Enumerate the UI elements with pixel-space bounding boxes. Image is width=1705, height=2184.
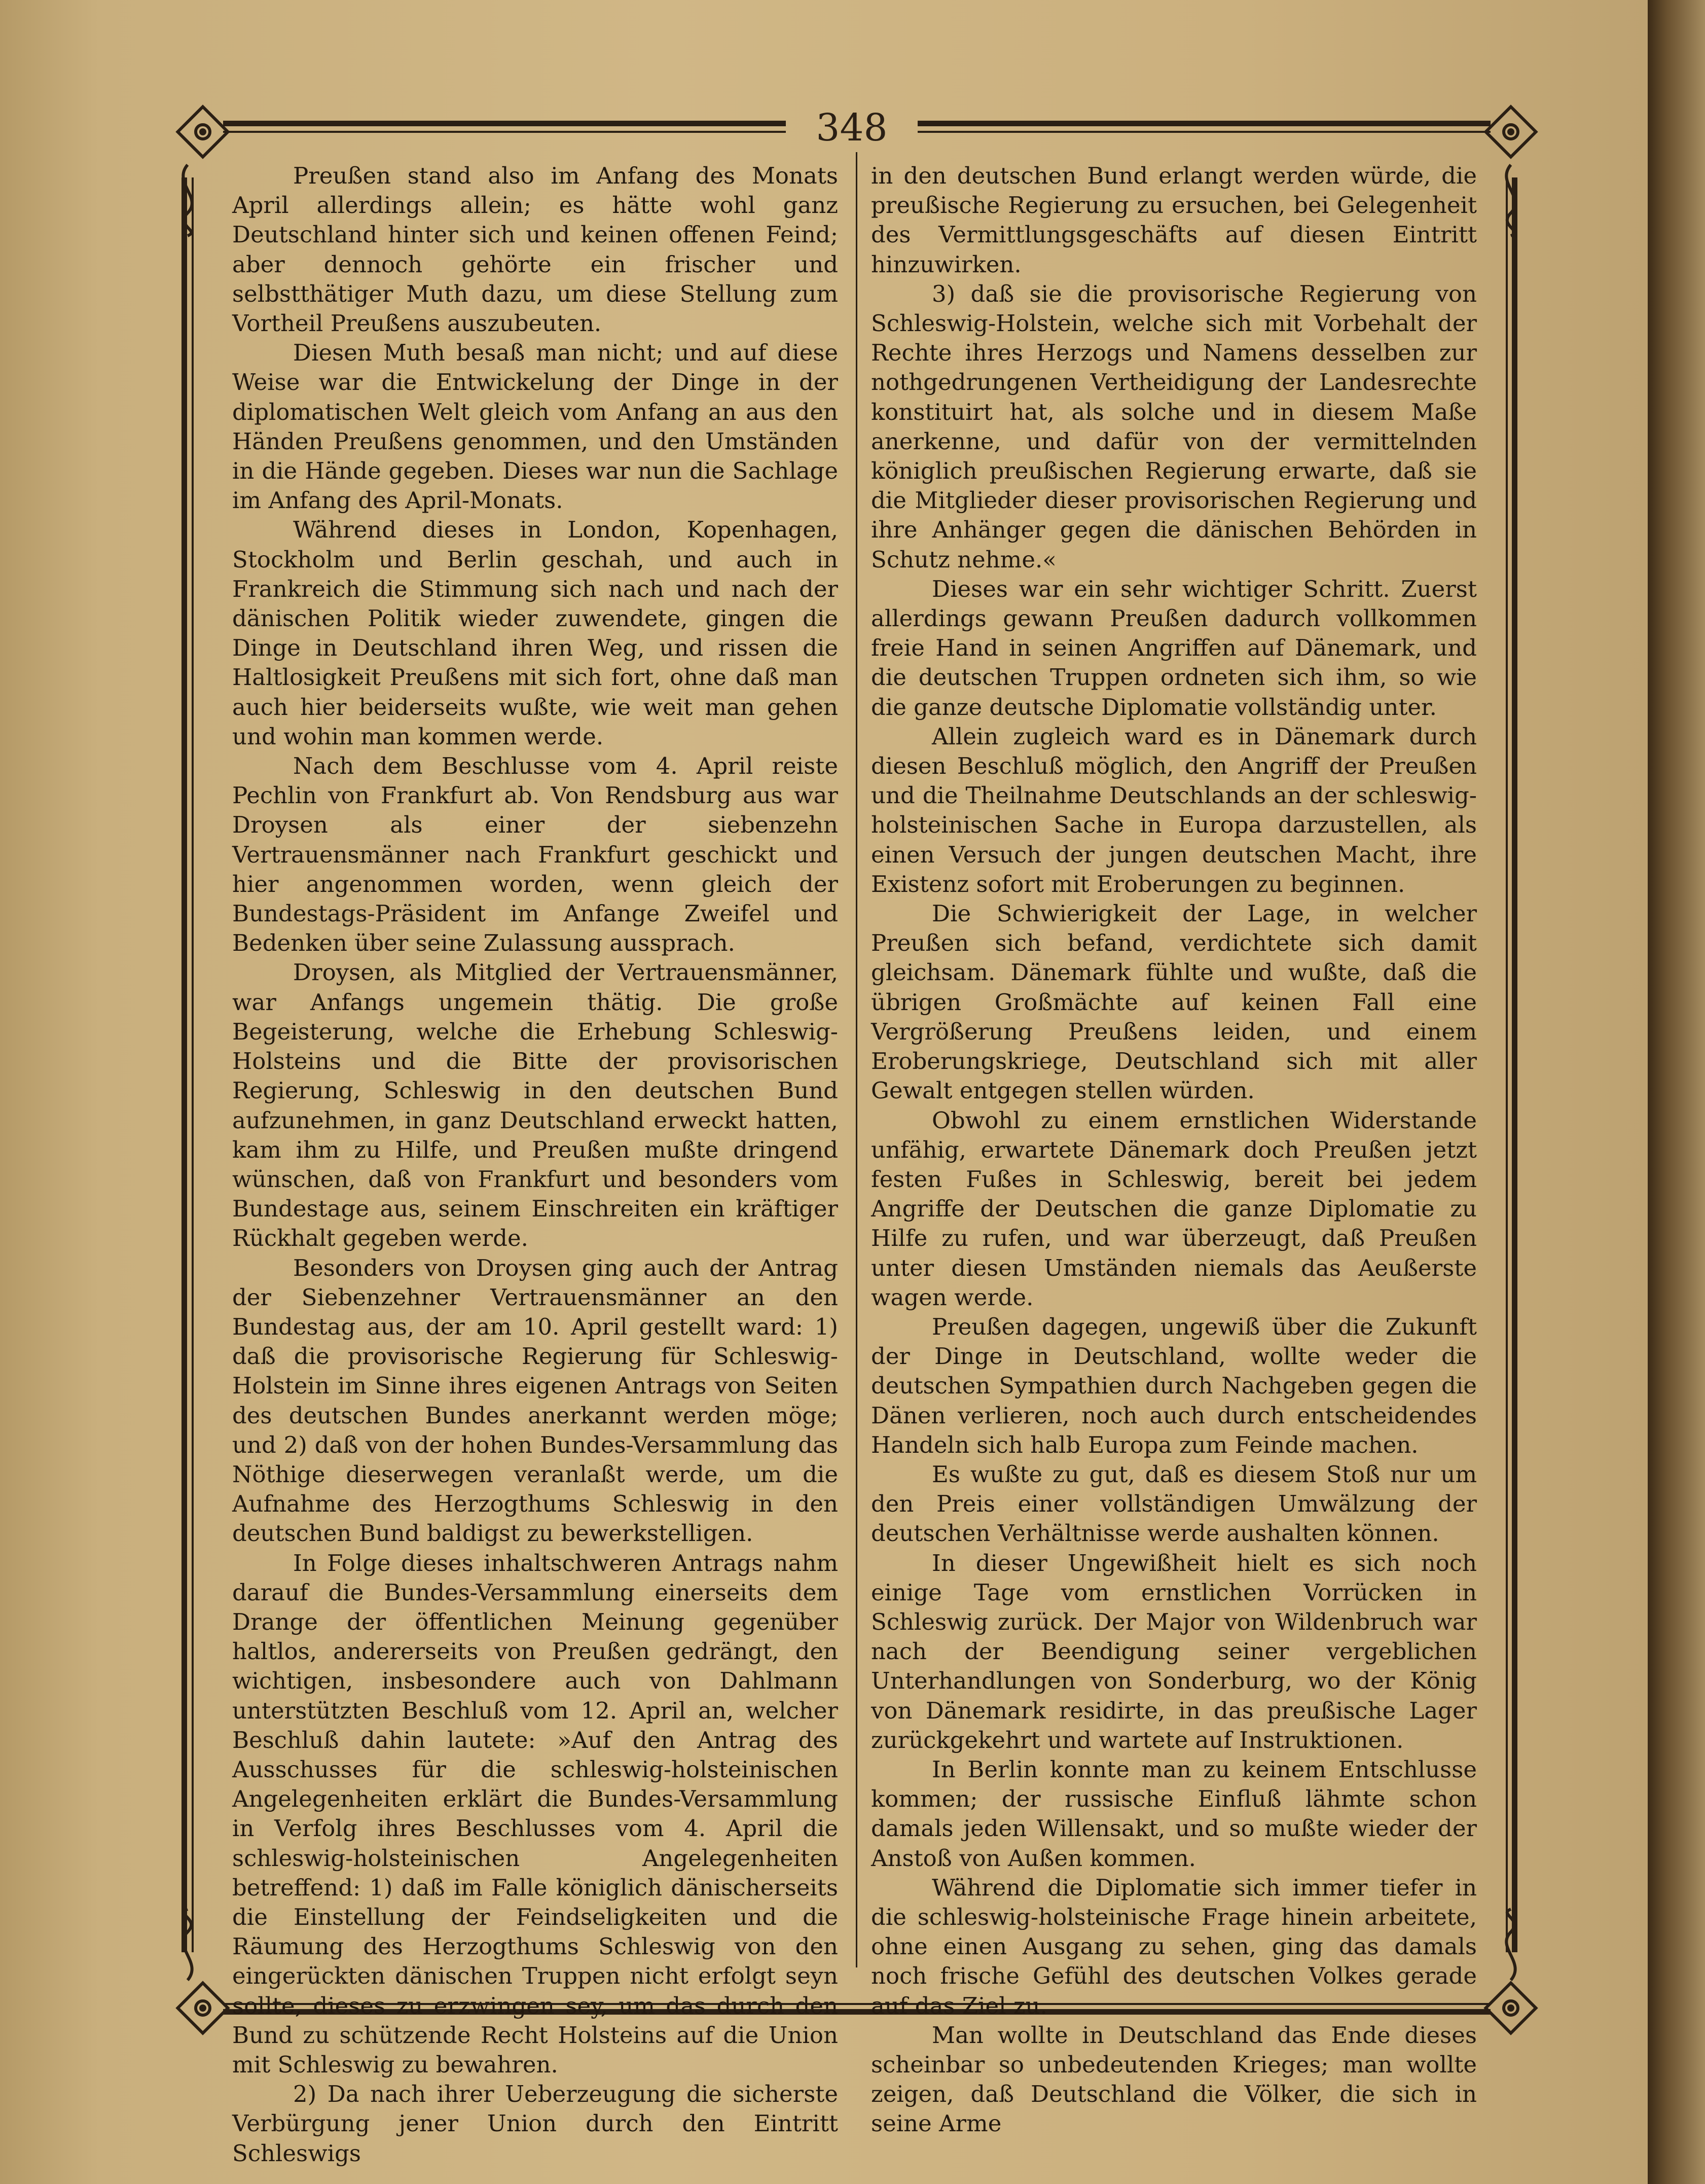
paragraph: In Folge dieses inhaltschweren Antrags nahm darauf die Bundes-Versammlung einerseits dem Drange der öffentlichen Meinung gegenüber haltlos, andererseits von Preußen gedrängt, den wichtigen, insbesondere auch von Dahlmann unterstützten Beschluß vom 12. April an, welcher Beschluß dahin lautete: »Auf den Antrag des Ausschusses für die schleswig-holsteinischen Angelegenheiten erklärt die Bundes-Versammlung in Verfolg ihres Beschlusses vom 4. April die schleswig-holsteinischen Angelegenheiten betreffend: 1) daß im Falle königlich dänischerseits die Einstellung der Feindseligkeiten und die Räumung des Herzogthums Schleswig von den eingerückten dänischen Truppen nicht erfolgt seyn sollte, dieses zu erzwingen sey, um das durch den Bund zu schützende Recht Holsteins auf die Union mit Schleswig zu bewahren.: [232, 1549, 838, 2078]
paragraph: Diesen Muth besaß man nicht; und auf diese Weise war die Entwickelung der Dinge in der diplomatischen Welt gleich vom Anfang an aus den Händen Preußens genommen, und den Umständen in die Hände gegeben. Dieses war nun die Sachlage im Anfang des April-Monats.: [232, 339, 838, 514]
paragraph: Es wußte zu gut, daß es diesem Stoß nur um den Preis einer vollständigen Umwälzung der deutschen Verhältnisse werde aushalten können.: [871, 1460, 1477, 1547]
side-ornament-right-top: [1493, 162, 1529, 238]
paragraph: Preußen stand also im Anfang des Monats April allerdings allein; es hätte wohl ganz Deutschland hinter sich und keinen offenen Feind; aber dennoch gehörte ein frischer und selbstthätiger Muth dazu, um diese Stellung zum Vortheil Preußens auszubeuten.: [232, 162, 838, 337]
paragraph: In dieser Ungewißheit hielt es sich noch einige Tage vom ernstlichen Vorrücken in Schleswig zurück. Der Major von Wildenbruch war nach der Beendigung seiner vergeblichen Unterhandlungen von Sonderburg, wo der König von Dänemark residirte, in das preußische Lager zurückgekehrt und wartete auf Instruktionen.: [871, 1549, 1477, 1753]
left-column: [232, 161, 838, 2168]
corner-ornament-bottom-left: [175, 1980, 231, 2036]
corner-ornament-top-left: [175, 104, 231, 160]
paragraph: Dieses war ein sehr wichtiger Schritt. Zuerst allerdings gewann Preußen dadurch vollkommen freie Hand in seinen Angriffen auf Dänemark, und die deutschen Truppen ordneten sich ihm, so wie die ganze deutsche Diplomatie vollständig unter.: [871, 575, 1477, 721]
header-rule-right: [918, 121, 1491, 126]
paragraph: Die Schwierigkeit der Lage, in welcher Preußen sich befand, verdichtete sich damit gleichsam. Dänemark fühlte und wußte, daß die übrigen Großmächte auf keinen Fall eine Vergrößerung Preußens leiden, und einem Eroberungskriege, Deutschland sich mit aller Gewalt entgegen stellen würden.: [871, 900, 1477, 1104]
frame-right-rule-thin: [1506, 177, 1508, 1952]
paragraph: Nach dem Beschlusse vom 4. April reiste Pechlin von Frankfurt ab. Von Rendsburg aus war Droysen als einer der siebenzehn Vertrauensmänner nach Frankfurt geschickt und hier angenommen worden, wenn gleich der Bundestags-Präsident im Anfange Zweifel und Bedenken über seine Zulassung aussprach.: [232, 753, 838, 957]
header-rule-left-thin: [223, 131, 786, 133]
column-divider: [856, 152, 857, 1967]
right-column: [871, 161, 1477, 2139]
paragraph: In Berlin konnte man zu keinem Entschlusse kommen; der russische Einfluß lähmte schon damals jeden Willensakt, und so mußte wieder der Anstoß von Außen kommen.: [871, 1756, 1477, 1872]
paragraph: 3) daß sie die provisorische Regierung von Schleswig-Holstein, welche sich mit Vorbehalt der Rechte ihres Herzogs und Namens desselben zur nothgedrungenen Vertheidigung der Landesrechte konstituirt hat, als solche und in diesem Maße anerkenne, und dafür von der vermittelnden königlich preußischen Regierung erwarte, daß sie die Mitglieder dieser provisorischen Regierung und ihre Anhänger gegen die dänischen Behörden in Schutz nehme.«: [871, 280, 1477, 573]
paragraph: Besonders von Droysen ging auch der Antrag der Siebenzehner Vertrauensmänner an den Bundestag aus, der am 10. April gestellt ward: 1) daß die provisorische Regierung für Schleswig-Holstein im Sinne ihres eigenen Antrags von Seiten des deutschen Bundes anerkannt werden möge; und 2) daß von der hohen Bundes-Versammlung das Nöthige dieserwegen veranlaßt werde, um die Aufnahme des Herzogthums Schleswig in den deutschen Bund baldigst zu bewerkstelligen.: [232, 1254, 838, 1547]
side-ornament-left-bottom: [170, 1907, 205, 1983]
paragraph: Allein zugleich ward es in Dänemark durch diesen Beschluß möglich, den Angriff der Preußen und die Theilnahme Deutschlands an der schleswig-holsteinischen Sache in Europa darzustellen, als einen Versuch der jungen deutschen Macht, ihre Existenz sofort mit Eroberungen zu beginnen.: [871, 723, 1477, 898]
corner-ornament-bottom-right: [1483, 1980, 1539, 2036]
header-rule-right-thin: [918, 131, 1491, 133]
side-ornament-right-bottom: [1493, 1907, 1529, 1983]
paragraph: Preußen dagegen, ungewiß über die Zukunft der Dinge in Deutschland, wollte weder die deutschen Sympathien durch Nachgeben gegen die Dänen verlieren, noch auch durch entscheidendes Handeln sich halb Europa zum Feinde machen.: [871, 1313, 1477, 1458]
frame-left-rule: [182, 177, 187, 1952]
frame-left-rule-thin: [192, 177, 194, 1952]
paragraph: Während dieses in London, Kopenhagen, Stockholm und Berlin geschah, und auch in Frankreich die Stimmung sich nach und nach der dänischen Politik wieder zuwendete, gingen die Dinge in Deutschland ihren Weg, und rissen die Haltlosigkeit Preußens mit sich fort, ohne daß man auch hier beiderseits wußte, wie weit man gehen und wohin man kommen werde.: [232, 516, 838, 750]
side-ornament-left-top: [170, 162, 205, 238]
paragraph: 2) Da nach ihrer Ueberzeugung die sicherste Verbürgung jener Union durch den Eintritt Schleswigs: [232, 2081, 838, 2167]
frame-right-rule: [1512, 177, 1517, 1952]
paragraph: Obwohl zu einem ernstlichen Widerstande unfähig, erwartete Dänemark doch Preußen jetzt festen Fußes in Schleswig, bereit bei jedem Angriffe der Deutschen die ganze Diplomatie zu Hilfe zu rufen, und war überzeugt, daß Preußen unter diesen Umständen niemals das Aeußerste wagen werde.: [871, 1106, 1477, 1311]
paragraph: Droysen, als Mitglied der Vertrauensmänner, war Anfangs ungemein thätig. Die große Begeisterung, welche die Erhebung Schleswig-Holsteins und die Bitte der provisorischen Regierung, Schleswig in den deutschen Bund aufzunehmen, in ganz Deutschland erweckt hatten, kam ihm zu Hilfe, und Preußen mußte dringend wünschen, daß von Frankfurt und besonders vom Bundestage aus, seinem Einschreiten ein kräftiger Rückhalt gegeben werde.: [232, 959, 838, 1252]
corner-ornament-top-right: [1483, 104, 1539, 160]
paragraph: in den deutschen Bund erlangt werden würde, die preußische Regierung zu ersuchen, bei Gelegenheit des Vermittlungsgeschäfts auf diesen Eintritt hinzuwirken.: [871, 162, 1477, 278]
paragraph: Man wollte in Deutschland das Ende dieses scheinbar so unbedeutenden Krieges; man wollte zeigen, daß Deutschland die Völker, die sich in seine Arme: [871, 2021, 1477, 2137]
page-number: 348: [816, 106, 888, 150]
paragraph: Während die Diplomatie sich immer tiefer in die schleswig-holsteinische Frage hinein arbeitete, ohne einen Ausgang zu sehen, ging das damals noch frische Gefühl des deutschen Volkes gerade auf das Ziel zu.: [871, 1874, 1477, 2019]
adjacent-page-edge: [1648, 0, 1705, 2184]
header-rule-left: [223, 121, 786, 126]
